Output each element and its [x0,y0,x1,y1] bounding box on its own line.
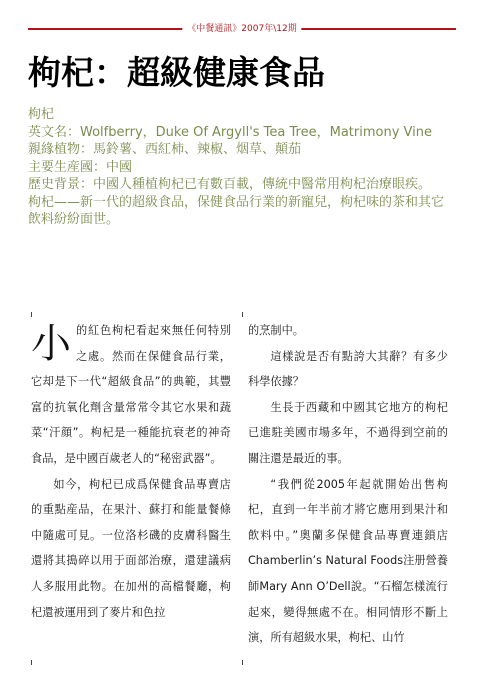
article-paragraph: 這樣說是否有點誇大其辭？有多少科學依據？ [248,349,448,389]
article-title: 枸杞：超級健康食品 [28,53,325,92]
left-column-top-mark [31,312,32,317]
right-column-bottom-mark [242,660,243,665]
left-column-bottom-mark [31,660,32,665]
paragraph-text: 的紅色枸杞看起來無任何特別之處。然而在保健食品行業，它却是下一代“超級食品”的典範，其豐富的抗氧化劑含量常常令其它水果和蔬菜“汗顔”。枸杞是一種能抗衰老的神奇食品，是中國百歲老人的“秘密武器”。 [31,324,231,465]
article-paragraph: 的烹制中。 [248,324,304,337]
header-text: 《中餐通訊》2007年\12期 [182,23,301,35]
article-paragraph [31,318,231,472]
intro-english-name: 英文名：Wolfberry，Duke Of Argyll's Tea Tree，Matrimony Vine [28,124,432,140]
intro-summary: 枸杞——新一代的超級食品，保健食品行業的新寵兒，枸杞味的茶和其它飲料紛紛面世。 [28,194,445,227]
drop-cap: 小 [31,321,71,367]
article-left-column [31,318,231,658]
article-paragraph: “我們從2005年起就開始出售枸杞，直到一年半前才將它應用到果汁和飲料中。”奧蘭多保健食品專賣連鎖店Chamberlin’s Natural Foods注册營養師Mary Ann O’Dell說。“石榴怎樣流行起來，變得無處不在。相同情形不斷上演，所有超級水果，枸杞、山竹 [248,477,448,645]
intro-related-plants: 親緣植物：馬鈴薯、西紅柿、辣椒、烟草、顛茄 [28,142,302,157]
right-column-top-mark [242,312,243,317]
article-paragraph: 生長于西藏和中國其它地方的枸杞已進駐美國市場多年，不過得到空前的關注還是最近的事。 [248,400,448,465]
intro-name: 枸杞 [28,107,55,122]
intro-block [28,106,452,229]
intro-history: 歷史背景：中國人種植枸杞已有數百載，傳統中醫常用枸杞治療眼疾。 [28,177,432,192]
article-right-column [248,318,448,658]
page-header [28,23,456,35]
intro-producing-country: 主要生産國：中國 [28,159,133,175]
article-paragraph: 如今，枸杞已成爲保健食品專賣店的重點産品，在果汁、蘇打和能量餐條中隨處可見。一位洛杉磯的皮膚科醫生還將其搗碎以用于面部治療，還建議病人多服用此物。在加州的高檔餐廳，枸杞還被運用到了麥片和色拉 [31,477,231,619]
